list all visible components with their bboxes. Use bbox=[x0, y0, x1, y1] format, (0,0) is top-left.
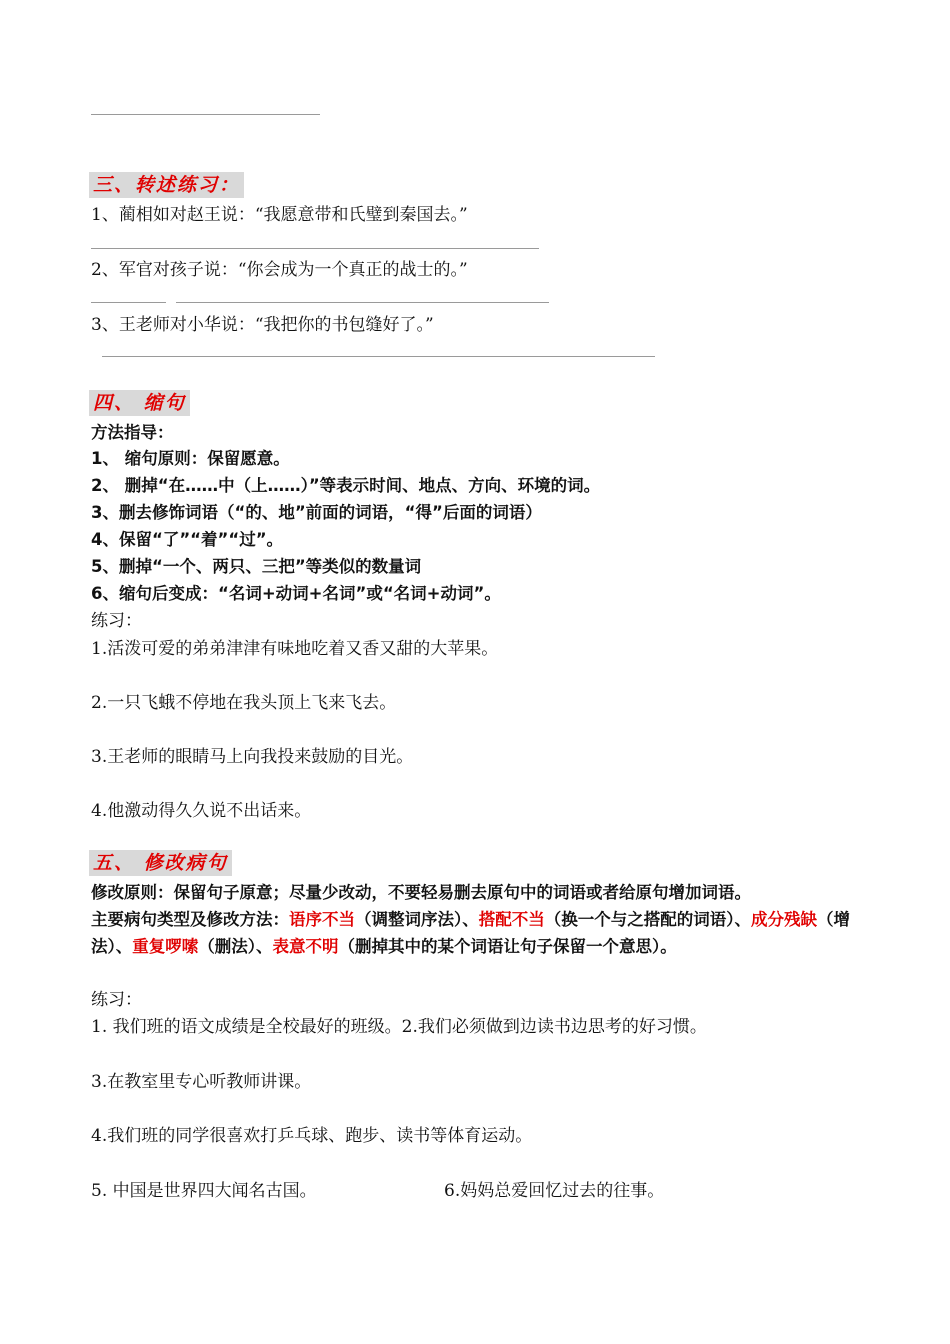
s5-type-missing-component: 成分残缺 bbox=[751, 910, 817, 929]
s3-item-3: 3、王老师对小华说：“我把你的书包缝好了。” bbox=[91, 315, 434, 335]
s5-type-ambiguity: 表意不明 bbox=[272, 937, 339, 956]
s4-exercise-1: 1.活泼可爱的弟弟津津有味地吃着又香又甜的大苹果。 bbox=[91, 639, 499, 659]
s4-exercise-4: 4.他激动得久久说不出话来。 bbox=[91, 801, 312, 821]
s5-types-paragraph bbox=[91, 906, 871, 960]
s4-exercise-2: 2.一只飞蛾不停地在我头顶上飞来飞去。 bbox=[91, 693, 397, 713]
s4-practice-label: 练习： bbox=[91, 611, 142, 631]
answer-line-s3-1 bbox=[91, 248, 539, 249]
s3-item-1: 1、蔺相如对赵王说：“我愿意带和氏璧到秦国去。” bbox=[91, 205, 468, 225]
s5-type-redundancy-method: （删法）、 bbox=[198, 937, 273, 956]
s5-type-word-order: 语序不当 bbox=[289, 910, 355, 929]
s5-type-missing-component-method: （增法）、 bbox=[91, 910, 850, 956]
s5-type-collocation: 搭配不当 bbox=[478, 910, 545, 929]
answer-line-s3-2a bbox=[91, 302, 166, 303]
section-3-heading: 三、转述练习： bbox=[89, 172, 244, 198]
s5-exercise-3: 3.在教室里专心听教师讲课。 bbox=[91, 1072, 312, 1092]
answer-line-top bbox=[91, 114, 320, 115]
s5-exercise-1-2: 1. 我们班的语文成绩是全校最好的班级。2.我们必须做到边读书边思考的好习惯。 bbox=[91, 1017, 707, 1037]
s5-practice-label: 练习： bbox=[91, 990, 142, 1010]
s5-type3-prefix: 、 bbox=[734, 910, 751, 929]
section-5-heading: 五、 修改病句 bbox=[89, 850, 232, 876]
s4-rule-4: 4、保留“了”“着”“过”。 bbox=[91, 530, 284, 549]
s5-type-ambiguity-method: （删掉其中的某个词语让句子保留一个意思）。 bbox=[338, 937, 677, 956]
s4-rule-3: 3、删去修饰词语（“的、地”前面的词语，“得”后面的词语） bbox=[91, 503, 542, 522]
s4-rule-1: 1、 缩句原则：保留愿意。 bbox=[91, 449, 290, 468]
s4-rule-6: 6、缩句后变成：“名词+动词+名词”或“名词+动词”。 bbox=[91, 584, 501, 603]
s5-types-intro: 主要病句类型及修改方法： bbox=[91, 910, 289, 929]
s4-rule-2: 2、 删掉“在……中（上……）”等表示时间、地点、方向、环境的词。 bbox=[91, 476, 601, 495]
s4-method-title: 方法指导： bbox=[91, 423, 174, 442]
s4-rule-5: 5、删掉“一个、两只、三把”等类似的数量词 bbox=[91, 557, 422, 576]
section-4-heading: 四、 缩句 bbox=[89, 390, 190, 416]
s5-exercise-5: 5. 中国是世界四大闻名古国。 bbox=[91, 1181, 317, 1201]
s5-type-redundancy: 重复啰嗦 bbox=[132, 937, 199, 956]
s3-item-2: 2、军官对孩子说：“你会成为一个真正的战士的。” bbox=[91, 260, 468, 280]
s5-exercise-6: 6.妈妈总爱回忆过去的往事。 bbox=[444, 1181, 665, 1201]
s5-type-collocation-method: （换一个与之搭配的词语） bbox=[544, 910, 735, 929]
answer-line-s3-3 bbox=[102, 356, 655, 357]
s5-exercise-4: 4.我们班的同学很喜欢打乒乓球、跑步、读书等体育运动。 bbox=[91, 1126, 533, 1146]
s5-principle bbox=[91, 879, 871, 906]
s5-type-word-order-method: （调整词序法）、 bbox=[355, 910, 479, 929]
answer-line-s3-2b bbox=[176, 302, 549, 303]
s4-exercise-3: 3.王老师的眼睛马上向我投来鼓励的目光。 bbox=[91, 747, 414, 767]
s5-principle-text: 修改原则：保留句子原意；尽量少改动，不要轻易删去原句中的词语或者给原句增加词语。 bbox=[91, 883, 751, 902]
